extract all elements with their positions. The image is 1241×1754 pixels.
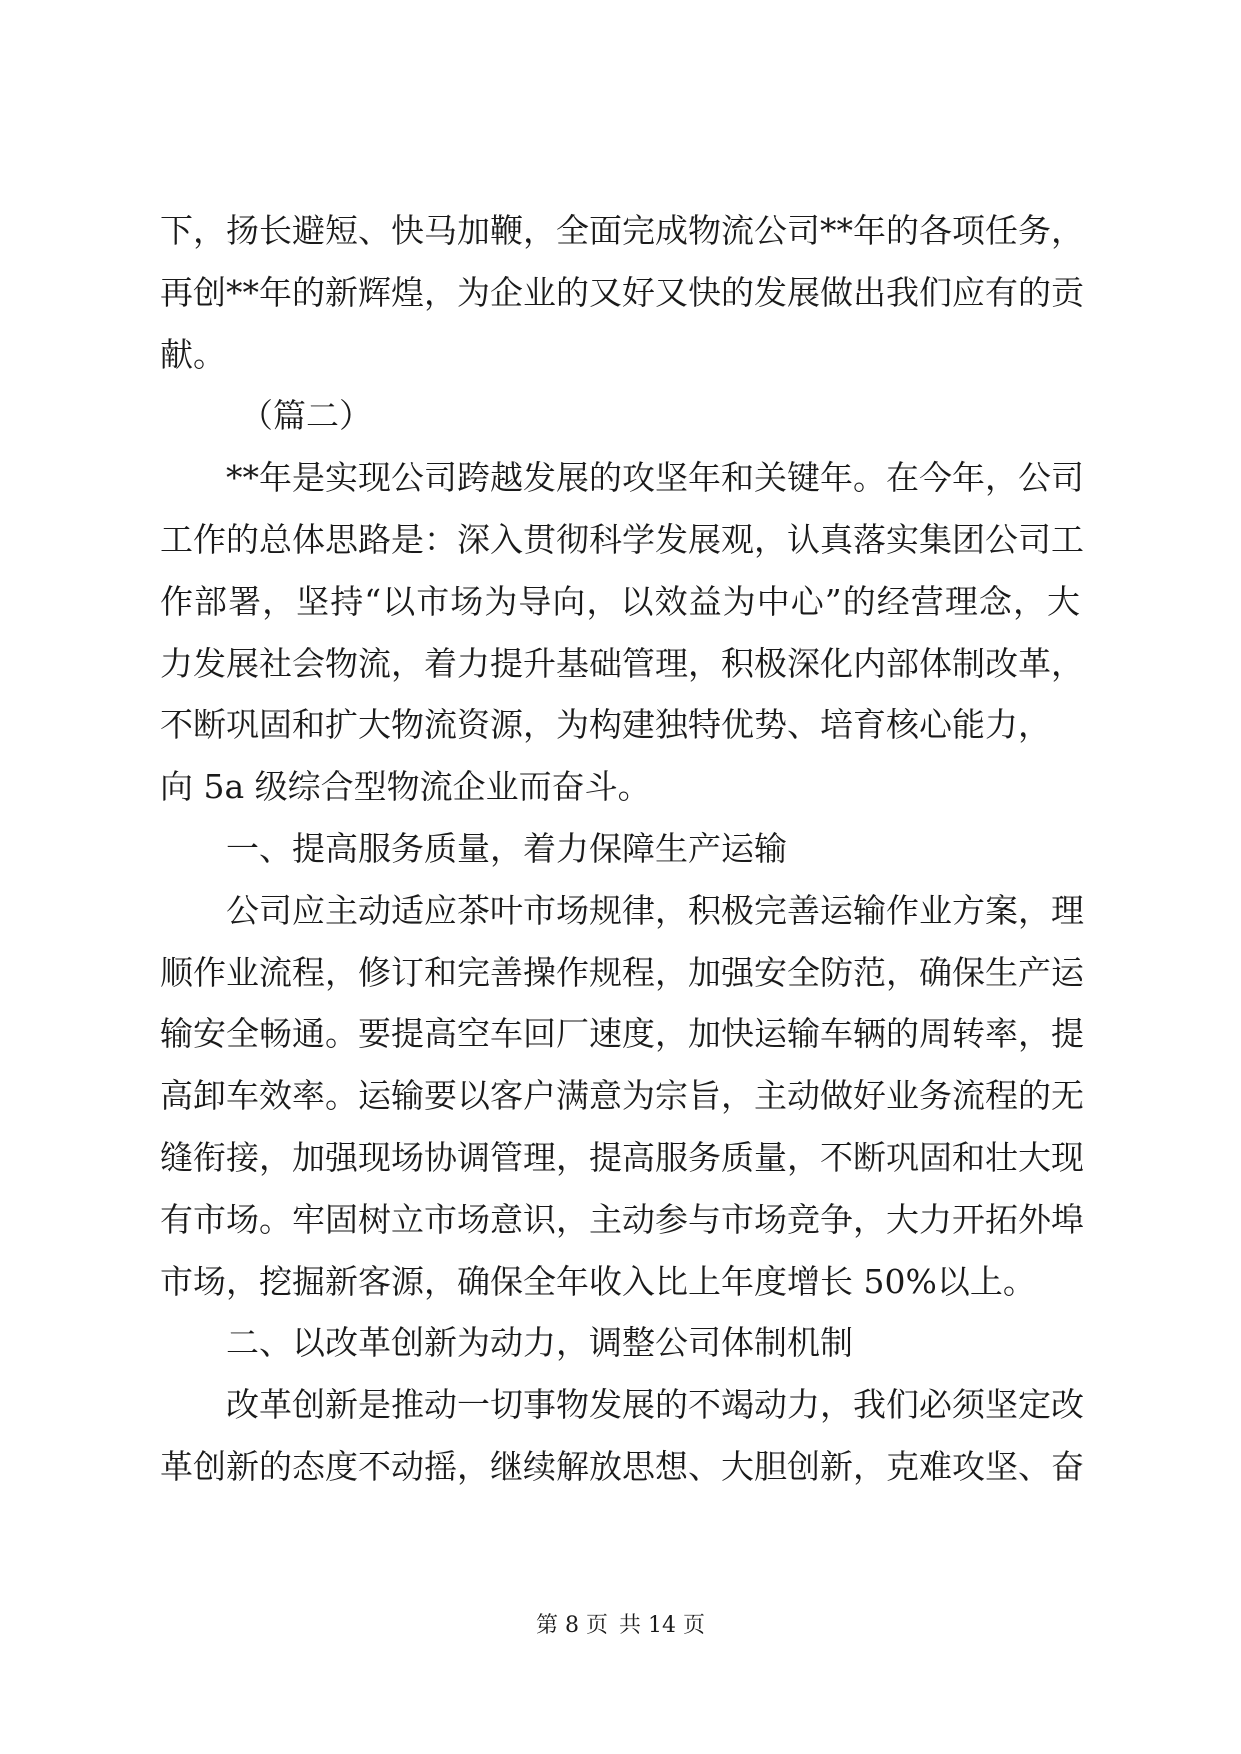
text-line: 革创新的态度不动摇，继续解放思想、大胆创新，克难攻坚、奋 [160,1446,1084,1486]
text-line: 市场，挖掘新客源，确保全年收入比上年度增长 50%以上。 [160,1261,1036,1301]
document-body [160,200,1084,1498]
page-footer [0,1608,1241,1639]
text-line: 作部署，坚持“以市场为导向，以效益为中心”的经营理念，大 [160,581,1080,621]
page-number: 第 8 页 [536,1613,608,1638]
text-line: 工作的总体思路是：深入贯彻科学发展观，认真落实集团公司工 [160,519,1084,559]
page-total: 共 14 页 [619,1613,705,1638]
text-line: 缝衔接，加强现场协调管理，提高服务质量，不断巩固和壮大现 [160,1137,1084,1177]
section-heading: 二、以改革创新为动力，调整公司体制机制 [226,1323,853,1363]
text-line: 公司应主动适应茶叶市场规律，积极完善运输作业方案，理 [226,890,1084,930]
text-line: 改革创新是推动一切事物发展的不竭动力，我们必须坚定改 [226,1385,1084,1425]
text-line: 输安全畅通。要提高空车回厂速度，加快运输车辆的周转率，提 [160,1014,1084,1054]
text-line: 有市场。牢固树立市场意识，主动参与市场竞争，大力开拓外埠 [160,1199,1084,1239]
text-line: **年是实现公司跨越发展的攻坚年和关键年。在今年，公司 [226,458,1084,498]
section-heading: 一、提高服务质量，着力保障生产运输 [226,828,787,868]
text-line: 顺作业流程，修订和完善操作规程，加强安全防范，确保生产运 [160,952,1084,992]
text-line: 下，扬长避短、快马加鞭，全面完成物流公司**年的各项任务， [160,211,1084,250]
text-line: 力发展社会物流，着力提升基础管理，积极深化内部体制改革， [160,643,1084,683]
text-line: 向 5a 级综合型物流企业而奋斗。 [160,767,651,807]
section-heading: （篇二） [240,396,372,436]
text-line: 高卸车效率。运输要以客户满意为宗旨，主动做好业务流程的无 [160,1076,1084,1116]
text-line: 不断巩固和扩大物流资源，为构建独特优势、培育核心能力， [160,705,1051,745]
text-line: 献。 [160,334,226,374]
text-line: 再创**年的新辉煌，为企业的又好又快的发展做出我们应有的贡 [160,272,1084,312]
